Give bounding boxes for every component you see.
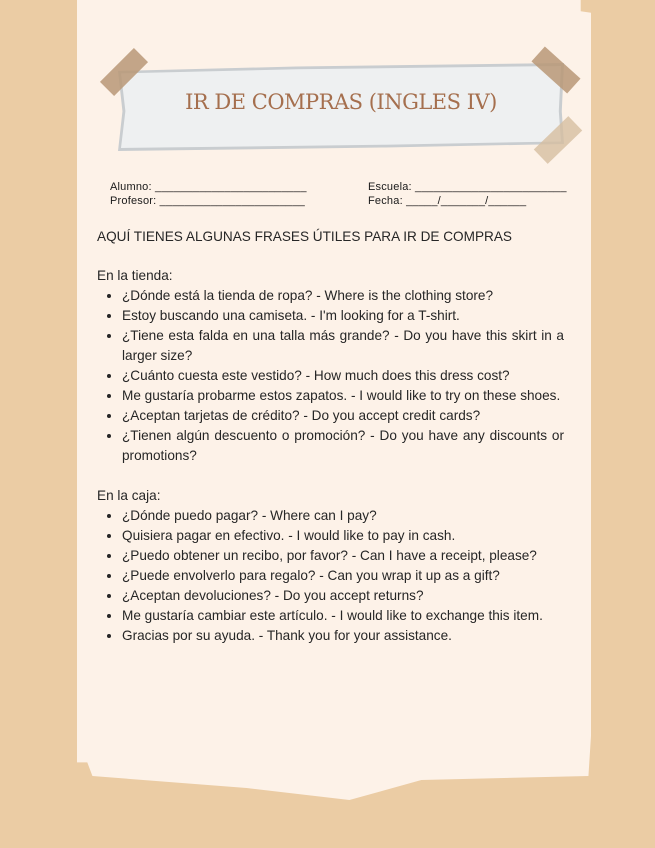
list-item: • ¿Dónde está la tienda de ropa? - Where is the clothing store?: [122, 286, 564, 306]
teacher-name-field: Profesor: _______________________: [110, 195, 305, 207]
store-section-label: En la tienda:: [97, 268, 173, 283]
list-item: • ¿Cuánto cuesta este vestido? - How much does this dress cost?: [122, 366, 564, 386]
list-item: • ¿Aceptan devoluciones? - Do you accept returns?: [122, 586, 564, 606]
list-item: • ¿Tiene esta falda en una talla más grande? - Do you have this skirt in a larger size?: [122, 326, 564, 366]
date-field: Fecha: _____/_______/______: [368, 195, 527, 207]
store-phrase-list: [97, 286, 564, 466]
list-item: • ¿Puedo obtener un recibo, por favor? - Can I have a receipt, please?: [122, 546, 564, 566]
list-item: • ¿Puede envolverlo para regalo? - Can you wrap it up as a gift?: [122, 566, 564, 586]
list-item: • Estoy buscando una camiseta. - I'm looking for a T-shirt.: [122, 306, 564, 326]
phrase-content: [97, 227, 564, 646]
section-heading: AQUÍ TIENES ALGUNAS FRASES ÚTILES PARA IR DE COMPRAS: [97, 229, 512, 244]
student-name-field: Alumno: ________________________: [110, 181, 307, 193]
checkout-phrase-list: [97, 506, 564, 646]
list-item: • Gracias por su ayuda. - Thank you for your assistance.: [122, 626, 564, 646]
list-item: • Quisiera pagar en efectivo. - I would like to pay in cash.: [122, 526, 564, 546]
page-title: IR DE COMPRAS (INGLES IV): [185, 90, 497, 114]
checkout-section-label: En la caja:: [97, 488, 161, 503]
list-item: • ¿Aceptan tarjetas de crédito? - Do you accept credit cards?: [122, 406, 564, 426]
list-item: • Me gustaría cambiar este artículo. - I would like to exchange this item.: [122, 606, 564, 626]
list-item: • ¿Dónde puedo pagar? - Where can I pay?: [122, 506, 564, 526]
list-item: • ¿Tienen algún descuento o promoción? - Do you have any discounts or promotions?: [122, 426, 564, 466]
school-field: Escuela: ________________________: [368, 181, 567, 193]
list-item: • Me gustaría probarme estos zapatos. - I would like to try on these shoes.: [122, 386, 564, 406]
